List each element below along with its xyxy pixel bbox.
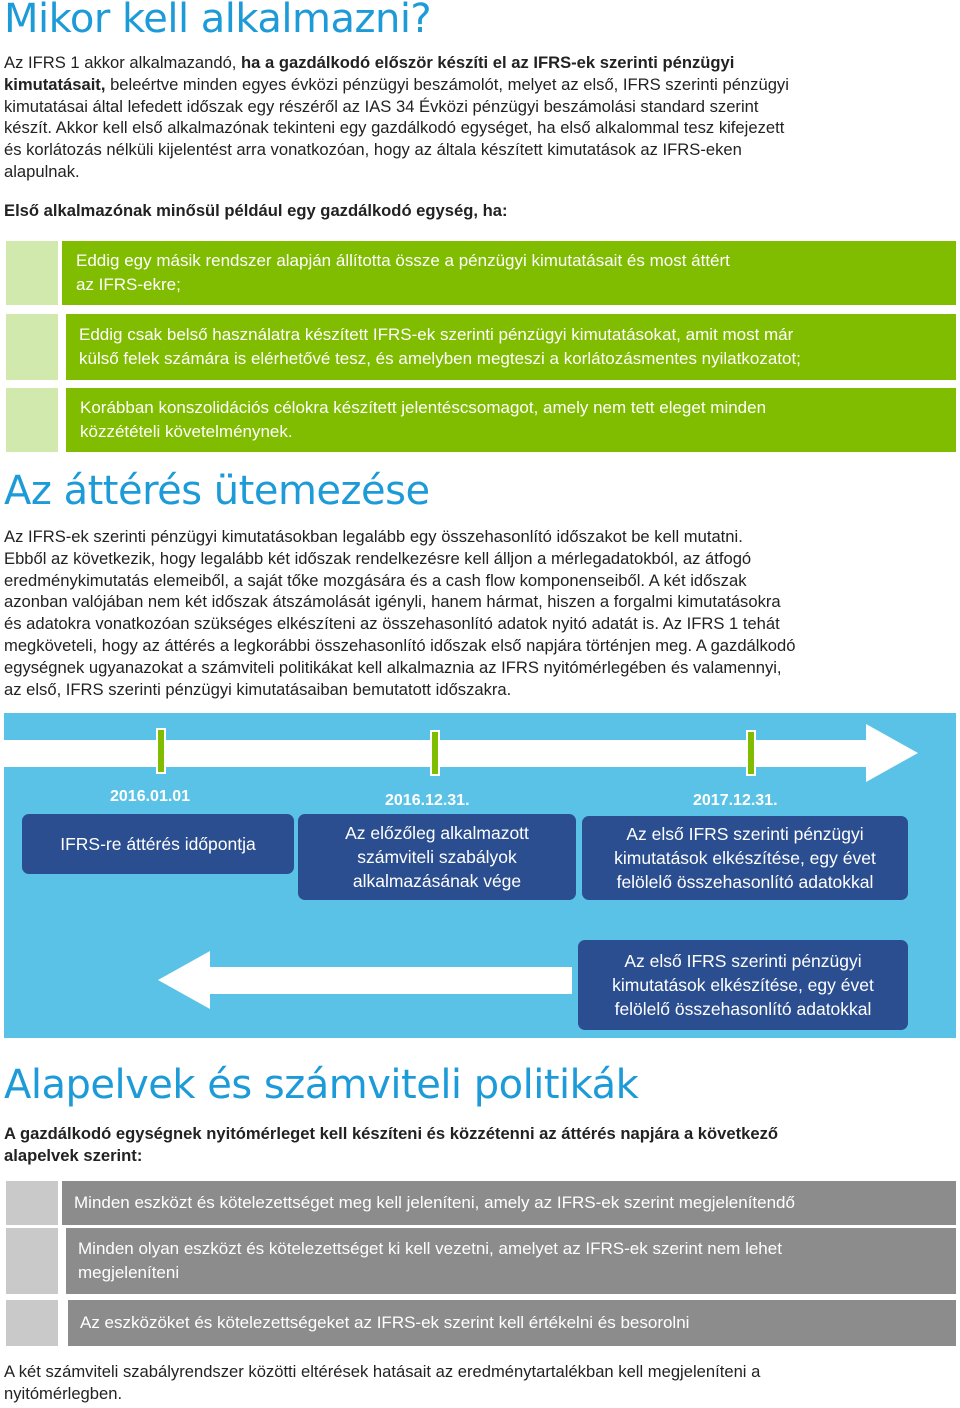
timing-line: Az IFRS-ek szerinti pénzügyi kimutatásokban legalább egy összehasonlító időszakot be kell mutatni.	[4, 527, 743, 546]
section-title-principles: Alapelvek és számviteli politikák	[4, 1062, 639, 1108]
example-text: Eddig csak belső használatra készített IFRS-ek szerinti pénzügyi kimutatásokat, amit most már	[79, 325, 794, 344]
box-text: Az első IFRS szerinti pénzügyi	[626, 824, 864, 844]
timing-line: egységnek ugyanazokat a számviteli politikákat kell alkalmaznia az IFRS nyitómérlegében és valamennyi,	[4, 657, 782, 677]
example-marker	[6, 241, 58, 305]
principle-marker	[6, 1181, 58, 1225]
timing-line: megköveteli, hogy az áttérés a legkorábbi összehasonlító időszak első napjára történjen meg. A gazdálkodó	[4, 635, 796, 655]
box-text: kimutatások elkészítése, egy évet	[614, 848, 876, 868]
box-text: Az első IFRS szerinti pénzügyi	[624, 951, 862, 971]
timing-line: az első, IFRS szerinti pénzügyi kimutatásaiban bemutatott időszakra.	[4, 679, 512, 699]
box-text: alkalmazásának vége	[352, 871, 522, 891]
timing-line: Ebből az következik, hogy legalább két időszak rendelkezésre kell álljon a mérlegadatokból, az átfogó	[4, 548, 752, 568]
box-text: Az előzőleg alkalmazott	[345, 823, 529, 843]
date-label: 2017.12.31.	[693, 792, 778, 809]
principle-item	[66, 1228, 956, 1294]
example-item	[66, 388, 956, 452]
year-label: 2017	[572, 742, 621, 767]
principle-item	[62, 1181, 956, 1225]
first-ifrs-statements-box-lower	[578, 940, 908, 1030]
timing-line: és adatokra vonatkozóan szükséges elkészíteni az összehasonlító adatok nyitó adatát is. Az IFRS 1 tehát	[4, 614, 780, 634]
principle-marker	[6, 1228, 58, 1294]
heading-line: A gazdálkodó egységnek nyitómérleget kell készíteni és közzétenni az áttérés napjára a következő	[4, 1124, 779, 1143]
examples-heading: Első alkalmazónak minősül például egy gazdálkodó egység, ha:	[4, 201, 508, 220]
box-text: számviteli szabályok	[357, 847, 517, 867]
intro-line: készít. Akkor kell első alkalmazónak tekinteni egy gazdálkodó egységet, ha első alkalommal tesz kifejezett	[4, 118, 785, 138]
intro-line: és korlátozás nélküli kijelentést arra vonatkozóan, hogy az általa készített kimutatások az IFRS-eken	[4, 140, 742, 160]
box-text: kimutatások elkészítése, egy évet	[612, 975, 874, 995]
example-text: Korábban konszolidációs célokra készített jelentéscsomagot, amely nem tett eleget minden	[80, 398, 767, 417]
year-label: 2018	[783, 743, 832, 768]
example-text: közzétételi követelménynek.	[80, 422, 293, 441]
year-label: 2016	[276, 743, 325, 768]
forward-arrow	[4, 724, 918, 782]
closing-line: A két számviteli szabályrendszer közötti eltérések hatásait az eredménytartalékban kell megjeleníteni a	[4, 1362, 761, 1381]
example-item	[62, 241, 956, 305]
heading-line: alapelvek szerint:	[4, 1145, 143, 1165]
closing-line: nyitómérlegben.	[4, 1383, 123, 1403]
principle-text: Minden olyan eszközt és kötelezettséget ki kell vezetni, amelyet az IFRS-ek szerint nem lehet	[78, 1239, 782, 1258]
principle-text: Az eszközöket és kötelezettségeket az IFRS-ek szerint kell értékelni és besorolni	[80, 1313, 690, 1332]
box-text: IFRS-re áttérés időpontja	[60, 834, 256, 854]
example-marker	[6, 388, 58, 452]
backward-arrow	[158, 951, 572, 1009]
first-ifrs-statements-box	[582, 816, 908, 900]
transition-date-box	[22, 814, 294, 874]
closing-paragraph	[4, 1361, 956, 1405]
intro-line: Az IFRS 1 akkor alkalmazandó, ha a gazdálkodó először készíti el az IFRS-ek szerinti pénzügyi	[4, 53, 735, 72]
section-title-timing: Az áttérés ütemezése	[4, 468, 430, 514]
section-title-when: Mikor kell alkalmazni?	[4, 0, 432, 42]
intro-paragraph	[4, 52, 956, 183]
example-text: az IFRS-ekre;	[76, 275, 181, 294]
date-label: 2016.12.31.	[385, 792, 470, 809]
intro-line: kimutatásait, beleértve minden egyes évközi pénzügyi beszámolót, melyet az első, IFRS szerinti pénzügyi	[4, 74, 789, 94]
example-text: külső felek számára is elérhetővé tesz, és amelyben megteszi a korlátozásmentes nyilatkozatot;	[79, 349, 801, 368]
timing-line: eredménykimutatás elemeiből, a saját tőke mozgására és a cash flow komponenseiből. A két időszak	[4, 570, 747, 590]
date-label: 2016.01.01	[110, 788, 191, 805]
example-item	[66, 314, 956, 380]
principle-item	[68, 1300, 956, 1346]
principle-text: megjeleníteni	[78, 1263, 180, 1282]
box-text: felölelő összehasonlító adatokkal	[614, 999, 872, 1019]
timeline-marker	[430, 730, 440, 776]
timeline-marker	[156, 728, 166, 774]
timing-paragraph	[4, 526, 956, 700]
timing-line: azonban valójában nem két időszak átszámolását igényli, hanem hármat, hiszen a forgalmi kimutatásokra	[4, 592, 781, 612]
principle-text: Minden eszközt és kötelezettséget meg kell jeleníteni, amely az IFRS-ek szerint megjelenítendő	[74, 1193, 795, 1212]
intro-line: alapulnak.	[4, 161, 80, 181]
intro-line: kimutatásai által lefedett időszak egy részéről az IAS 34 Évközi pénzügyi beszámolási standard szerint	[4, 96, 759, 116]
principles-heading	[4, 1123, 956, 1167]
example-text: Eddig egy másik rendszer alapján állította össze a pénzügyi kimutatásait és most áttért	[76, 251, 730, 270]
timeline-marker	[746, 730, 756, 776]
example-marker	[6, 314, 58, 380]
box-text: felölelő összehasonlító adatokkal	[616, 872, 874, 892]
principle-marker	[6, 1300, 58, 1346]
previous-rules-end-box	[298, 814, 576, 900]
